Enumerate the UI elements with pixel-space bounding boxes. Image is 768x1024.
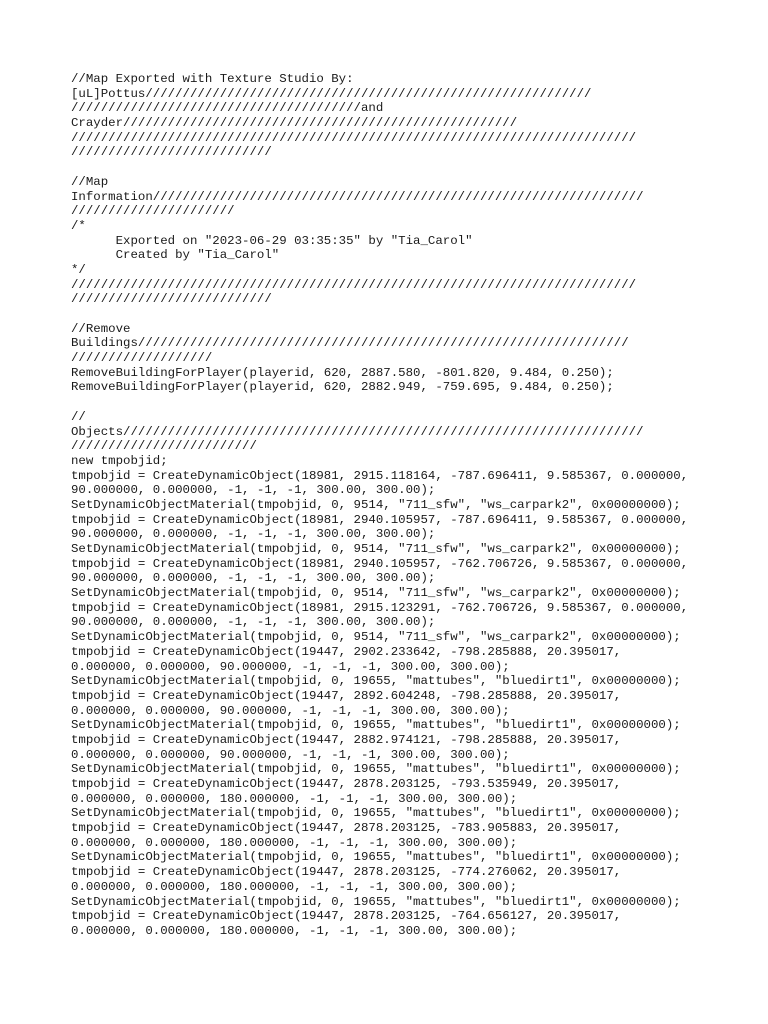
code-line: tmpobjid = CreateDynamicObject(19447, 2878.203125, -774.276062, 20.395017, bbox=[71, 865, 622, 880]
code-line bbox=[71, 160, 711, 175]
code-line: /* bbox=[71, 218, 86, 233]
code-line: Created by "Tia_Carol" bbox=[71, 248, 280, 263]
code-line: tmpobjid = CreateDynamicObject(18981, 2915.118164, -787.696411, 9.585367, 0.000000, bbox=[71, 468, 689, 483]
code-line: 90.000000, 0.000000, -1, -1, -1, 300.00, 300.00); bbox=[71, 571, 436, 586]
code-line bbox=[71, 307, 711, 322]
code-line: tmpobjid = CreateDynamicObject(18981, 2940.105957, -787.696411, 9.585367, 0.000000, bbox=[71, 512, 689, 527]
code-line: tmpobjid = CreateDynamicObject(19447, 2892.604248, -798.285888, 20.395017, bbox=[71, 688, 622, 703]
code-line: //Map Exported with Texture Studio By: bbox=[71, 72, 354, 86]
code-line: SetDynamicObjectMaterial(tmpobjid, 0, 19655, "mattubes", "bluedirt1", 0x00000000); bbox=[71, 850, 681, 865]
code-line: SetDynamicObjectMaterial(tmpobjid, 0, 9514, "711_sfw", "ws_carpark2", 0x00000000); bbox=[71, 542, 681, 556]
code-line: 0.000000, 0.000000, 180.000000, -1, -1, -1, 300.00, 300.00); bbox=[71, 923, 518, 938]
code-line: [uL]Pottus//////////////////////////////////////////////////////////// bbox=[71, 86, 592, 101]
code-line: Information////////////////////////////////////////////////////////////////// bbox=[71, 189, 644, 204]
code-line: /////////////////////////// bbox=[71, 292, 272, 307]
code-line: 0.000000, 0.000000, 90.000000, -1, -1, -1, 300.00, 300.00); bbox=[71, 659, 510, 674]
code-line: tmpobjid = CreateDynamicObject(19447, 2878.203125, -793.535949, 20.395017, bbox=[71, 777, 622, 791]
code-line: SetDynamicObjectMaterial(tmpobjid, 0, 9514, "711_sfw", "ws_carpark2", 0x00000000); bbox=[71, 630, 681, 645]
code-line: 0.000000, 0.000000, 180.000000, -1, -1, -1, 300.00, 300.00); bbox=[71, 879, 518, 894]
code-line: RemoveBuildingForPlayer(playerid, 620, 2882.949, -759.695, 9.484, 0.250); bbox=[71, 380, 614, 395]
code-line: tmpobjid = CreateDynamicObject(18981, 2915.123291, -762.706726, 9.585367, 0.000000, bbox=[71, 600, 689, 615]
code-line: 90.000000, 0.000000, -1, -1, -1, 300.00, 300.00); bbox=[71, 615, 436, 630]
code-line: //Map bbox=[71, 174, 109, 189]
code-line: tmpobjid = CreateDynamicObject(18981, 2940.105957, -762.706726, 9.585367, 0.000000, bbox=[71, 556, 689, 571]
code-line: Crayder///////////////////////////////////////////////////// bbox=[71, 116, 518, 131]
code-line: SetDynamicObjectMaterial(tmpobjid, 0, 9514, "711_sfw", "ws_carpark2", 0x00000000); bbox=[71, 497, 681, 512]
code-line: // bbox=[71, 409, 86, 424]
code-line: /////////////////// bbox=[71, 351, 213, 366]
code-line: Buildings////////////////////////////////////////////////////////////////// bbox=[71, 336, 629, 351]
code-line: /////////////////////////// bbox=[71, 145, 272, 160]
code-line: tmpobjid = CreateDynamicObject(19447, 2878.203125, -764.656127, 20.395017, bbox=[71, 909, 622, 924]
code-line: SetDynamicObjectMaterial(tmpobjid, 0, 19655, "mattubes", "bluedirt1", 0x00000000); bbox=[71, 894, 681, 909]
code-line: ///////////////////////// bbox=[71, 439, 257, 454]
code-line: SetDynamicObjectMaterial(tmpobjid, 0, 9514, "711_sfw", "ws_carpark2", 0x00000000); bbox=[71, 586, 681, 601]
code-line: new tmpobjid; bbox=[71, 453, 168, 468]
code-line: tmpobjid = CreateDynamicObject(19447, 2878.203125, -783.905883, 20.395017, bbox=[71, 821, 622, 836]
code-line: tmpobjid = CreateDynamicObject(19447, 2882.974121, -798.285888, 20.395017, bbox=[71, 732, 622, 747]
code-line: 90.000000, 0.000000, -1, -1, -1, 300.00, 300.00); bbox=[71, 527, 436, 542]
code-line: */ bbox=[71, 262, 86, 277]
code-line: SetDynamicObjectMaterial(tmpobjid, 0, 19655, "mattubes", "bluedirt1", 0x00000000); bbox=[71, 762, 681, 777]
code-line: ///////////////////////////////////////and bbox=[71, 101, 384, 116]
code-line: Exported on "2023-06-29 03:35:35" by "Tia_Carol" bbox=[71, 233, 473, 248]
code-line: 0.000000, 0.000000, 180.000000, -1, -1, -1, 300.00, 300.00); bbox=[71, 835, 518, 850]
code-line: ////////////////////// bbox=[71, 204, 235, 219]
code-line: tmpobjid = CreateDynamicObject(19447, 2902.233642, -798.285888, 20.395017, bbox=[71, 644, 622, 659]
code-line: SetDynamicObjectMaterial(tmpobjid, 0, 19655, "mattubes", "bluedirt1", 0x00000000); bbox=[71, 674, 681, 689]
code-line: 0.000000, 0.000000, 180.000000, -1, -1, -1, 300.00, 300.00); bbox=[71, 791, 518, 806]
code-line: SetDynamicObjectMaterial(tmpobjid, 0, 19655, "mattubes", "bluedirt1", 0x00000000); bbox=[71, 718, 681, 733]
code-document bbox=[71, 72, 711, 939]
code-line: Objects////////////////////////////////////////////////////////////////////// bbox=[71, 424, 644, 439]
code-line: 90.000000, 0.000000, -1, -1, -1, 300.00, 300.00); bbox=[71, 483, 436, 498]
code-line: SetDynamicObjectMaterial(tmpobjid, 0, 19655, "mattubes", "bluedirt1", 0x00000000); bbox=[71, 806, 681, 821]
code-line: 0.000000, 0.000000, 90.000000, -1, -1, -1, 300.00, 300.00); bbox=[71, 747, 510, 762]
code-line: RemoveBuildingForPlayer(playerid, 620, 2887.580, -801.820, 9.484, 0.250); bbox=[71, 365, 614, 380]
code-line: 0.000000, 0.000000, 90.000000, -1, -1, -1, 300.00, 300.00); bbox=[71, 703, 510, 718]
code-line: //Remove bbox=[71, 321, 131, 336]
code-line: //////////////////////////////////////////////////////////////////////////// bbox=[71, 277, 637, 292]
code-line bbox=[71, 395, 711, 410]
code-line: //////////////////////////////////////////////////////////////////////////// bbox=[71, 130, 637, 145]
